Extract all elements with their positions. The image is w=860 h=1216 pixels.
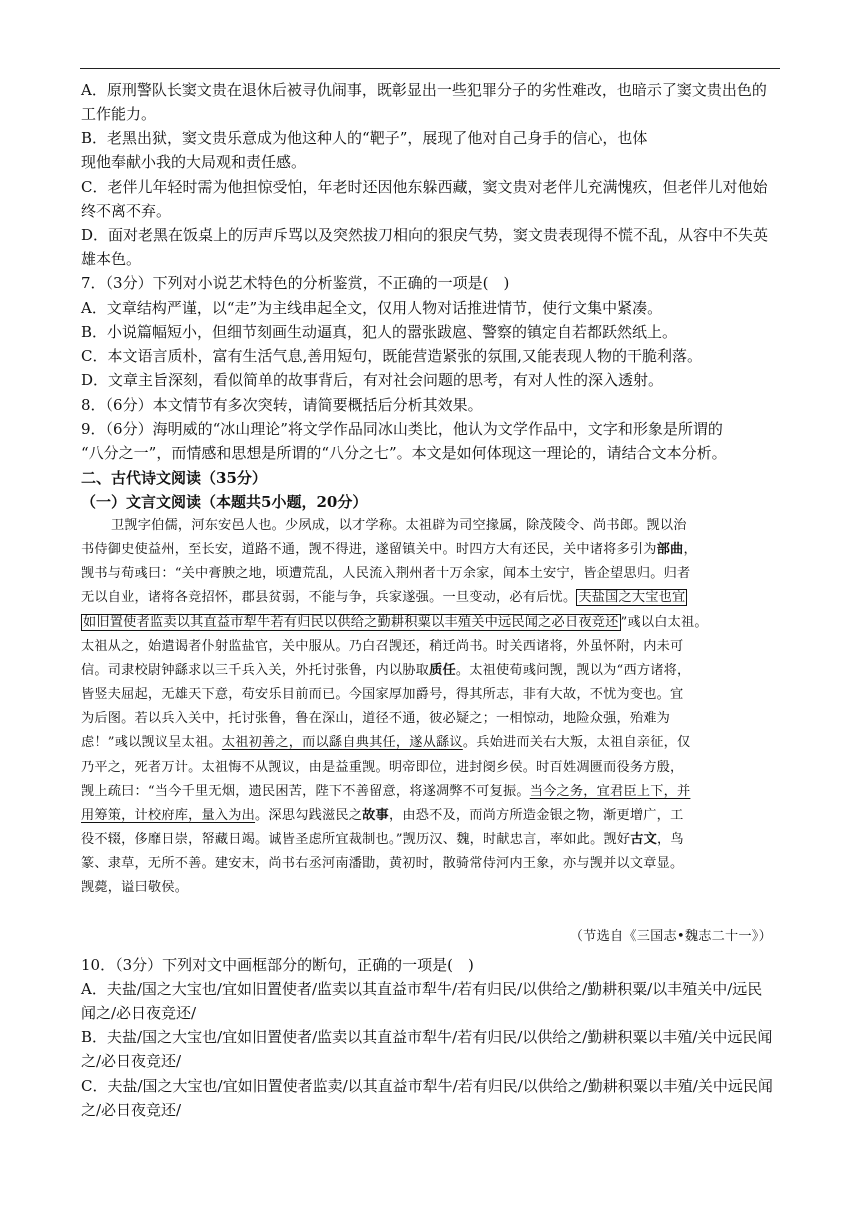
passage-line: 役不辍，侈靡日崇，帑藏日竭。诚皆圣虑所宜裁制也。”觊历汉、魏，时献忠言，率如此。觊好古文，鸟	[81, 832, 684, 847]
q6-option-b-line2: 现他奉献小我的大局观和责任感。	[81, 153, 307, 171]
passage-line: 虑！”彧以觊议呈太祖。太祖初善之，而以繇自典其任，遂从繇议。兵始进而关右大叛，太祖自亲征，仅	[81, 735, 691, 750]
passage-source: （节选自《三国志•魏志二十一》）	[569, 929, 772, 944]
top-rule	[80, 68, 780, 69]
subsection-title: （一）文言文阅读（本题共5小题，20分）	[81, 493, 368, 511]
passage-line: 觊薨，谥曰敬侯。	[81, 880, 189, 895]
q6-option-c-line1: C．老伴儿年轻时需为他担惊受怕，年老时还因他东躲西藏，窦文贵对老伴儿充满愧疚，但老伴儿对他始	[81, 178, 768, 196]
q6-option-d-line1: D．面对老黑在饭桌上的厉声斥骂以及突然拔刀相向的狠戾气势，窦文贵表现得不慌不乱，从容中不失英	[81, 226, 769, 244]
q6-option-a-line1: A．原刑警队长窦文贵在退休后被寻仇闹事，既彰显出一些犯罪分子的劣性难改，也暗示了窦文贵出色的	[81, 81, 767, 99]
passage-line: 觊上疏曰：“当今千里无烟，遗民困苦，陛下不善留意，将遂凋弊不可复振。当今之务，宜君臣上下，并	[81, 784, 691, 799]
passage-line: 太祖从之，始遣谒者仆射监盐官，关中服从。乃白召觊还，稍迁尚书。时关西诸将，外虽怀附，内未可	[81, 639, 684, 654]
q7-option-b: B．小说篇幅短小，但细节刻画生动逼真，犯人的嚣张跋扈、警察的镇定自若都跃然纸上。	[81, 323, 678, 341]
passage-line: 书侍御史使益州，至长安，道路不通，觊不得进，遂留镇关中。时四方大有还民，关中诸将多引为部曲，	[81, 542, 697, 557]
keyword-guwen: 古文	[630, 832, 658, 847]
q9-stem-line2: “八分之一”，而情感和思想是所谓的“八分之七”。本文是如何体现这一理论的，请结合文本分析。	[81, 444, 727, 462]
passage-line: 皆竖夫屈起，无雄天下意，苟安乐目前而已。今国家厚加爵号，得其所志，非有大故，不忧为变也。宜	[81, 687, 684, 702]
underlined-sentence-1: 太祖初善之，而以繇自典其任，遂从繇议	[221, 735, 463, 750]
q9-stem-line1: 9．（6分）海明威的“冰山理论”将文学作品同冰山类比，他认为文学作品中，文字和形象是所谓的	[81, 420, 723, 438]
underlined-sentence-2-start: 当今之务，宜君臣上下，并	[529, 784, 691, 799]
passage-line: 信。司隶校尉钟繇求以三千兵入关，外托讨张鲁，内以胁取质任。太祖使荀彧问觊，觊以为“西方诸将，	[81, 663, 691, 678]
passage-line: 觊书与荀彧曰：“关中膏腴之地，顷遭荒乱，人民流入荆州者十万余家，闻本土安宁，皆企望思归。归者	[81, 566, 691, 581]
q8-stem: 8．（6分）本文情节有多次突转，请简要概括后分析其效果。	[81, 396, 483, 414]
underlined-sentence-2-end: 用筹策，计校府库，量入为出	[81, 808, 256, 823]
q10-option-b-line2: 之/必日夜竞还/	[81, 1052, 182, 1070]
q6-option-d-line2: 雄本色。	[81, 250, 142, 268]
q6-option-c-line2: 终不离不弃。	[81, 202, 172, 220]
passage-line: 为后图。若以兵入关中，托讨张鲁，鲁在深山，道径不通，彼必疑之；一相惊动，地险众强，殆难为	[81, 711, 671, 726]
q10-stem: 10．（3分）下列对文中画框部分的断句，正确的一项是( )	[81, 956, 474, 974]
passage-line: 如旧置使者监卖以其直益市犁牛若有归民以供给之勤耕积粟以丰殖关中远民闻之必日夜竞还 ”彧以白太祖。	[83, 615, 708, 630]
q10-option-a-line2: 闻之/必日夜竞还/	[81, 1004, 197, 1022]
keyword-zhiren: 质任	[429, 663, 456, 678]
q7-option-a: A．文章结构严谨，以“走”为主线串起全文，仅用人物对话推进情节，使行文集中紧凑。	[81, 299, 663, 317]
passage-line: 卫觊字伯儒，河东安邑人也。少夙成，以才学称。太祖辟为司空掾属，除茂陵令、尚书郎。觊以治	[111, 518, 687, 533]
q7-stem: 7．（3分）下列对小说艺术特色的分析鉴赏，不正确的一项是( )	[81, 274, 510, 292]
q7-option-d: D．文章主旨深刻，看似简单的故事背后，有对社会问题的思考，有对人性的深入透射。	[81, 371, 664, 389]
q10-option-c-line2: 之/必日夜竞还/	[81, 1101, 182, 1119]
boxed-sentence-start: 夫盐国之大宝也宜	[578, 590, 686, 605]
q10-option-b-line1: B．夫盐/国之大宝也/宜如旧置使者/监卖以其直益市犁牛/若有归民/以供给之/勤耕积粟以丰殖/关中远民闻	[81, 1028, 773, 1046]
q10-option-c-line1: C．夫盐/国之大宝也/宜如旧置使者监卖/以其直益市犁牛/若有归民/以供给之/勤耕积粟以丰殖/关中远民闻	[81, 1077, 773, 1095]
q6-option-b-line1: B．老黑出狱，窦文贵乐意成为他这种人的“靶子”，展现了他对自己身手的信心，也体	[81, 129, 648, 147]
keyword-gushi: 故事	[362, 808, 389, 823]
passage-line: 篆、隶草，无所不善。建安末，尚书右丞河南潘勖，黄初时，散骑常侍河内王象，亦与觊并以文章显。	[81, 856, 684, 871]
section-title: 二、古代诗文阅读（35分）	[81, 469, 267, 487]
q6-option-a-line2: 工作能力。	[81, 105, 157, 123]
boxed-sentence-end: 如旧置使者监卖以其直益市犁牛若有归民以供给之勤耕积粟以丰殖关中远民闻之必日夜竞还	[83, 615, 619, 630]
passage-line: 无以自业，诸将各竞招怀，郡县贫弱，不能与争，兵家遂强。一旦变动，必有后忧。 夫盐国之大宝也宜	[81, 590, 686, 605]
keyword-buqu: 部曲	[656, 542, 684, 557]
q10-option-a-line1: A．夫盐/国之大宝也/宜如旧置使者/监卖以其直益市犁牛/若有归民/以供给之/勤耕积粟/以丰殖关中/远民	[81, 980, 763, 998]
passage-line: 乃平之，死者万计。太祖悔不从觊议，由是益重觊。明帝即位，进封阌乡侯。时百姓凋匮而役务方殷，	[81, 760, 684, 775]
passage-line: 用筹策，计校府库，量入为出。深思勾践滋民之故事，由恐不及，而尚方所造金银之物，渐更增广，工	[81, 808, 684, 823]
q7-option-c: C．本文语言质朴，富有生活气息,善用短句，既能营造紧张的氛围,又能表现人物的干脆利落。	[81, 347, 703, 365]
